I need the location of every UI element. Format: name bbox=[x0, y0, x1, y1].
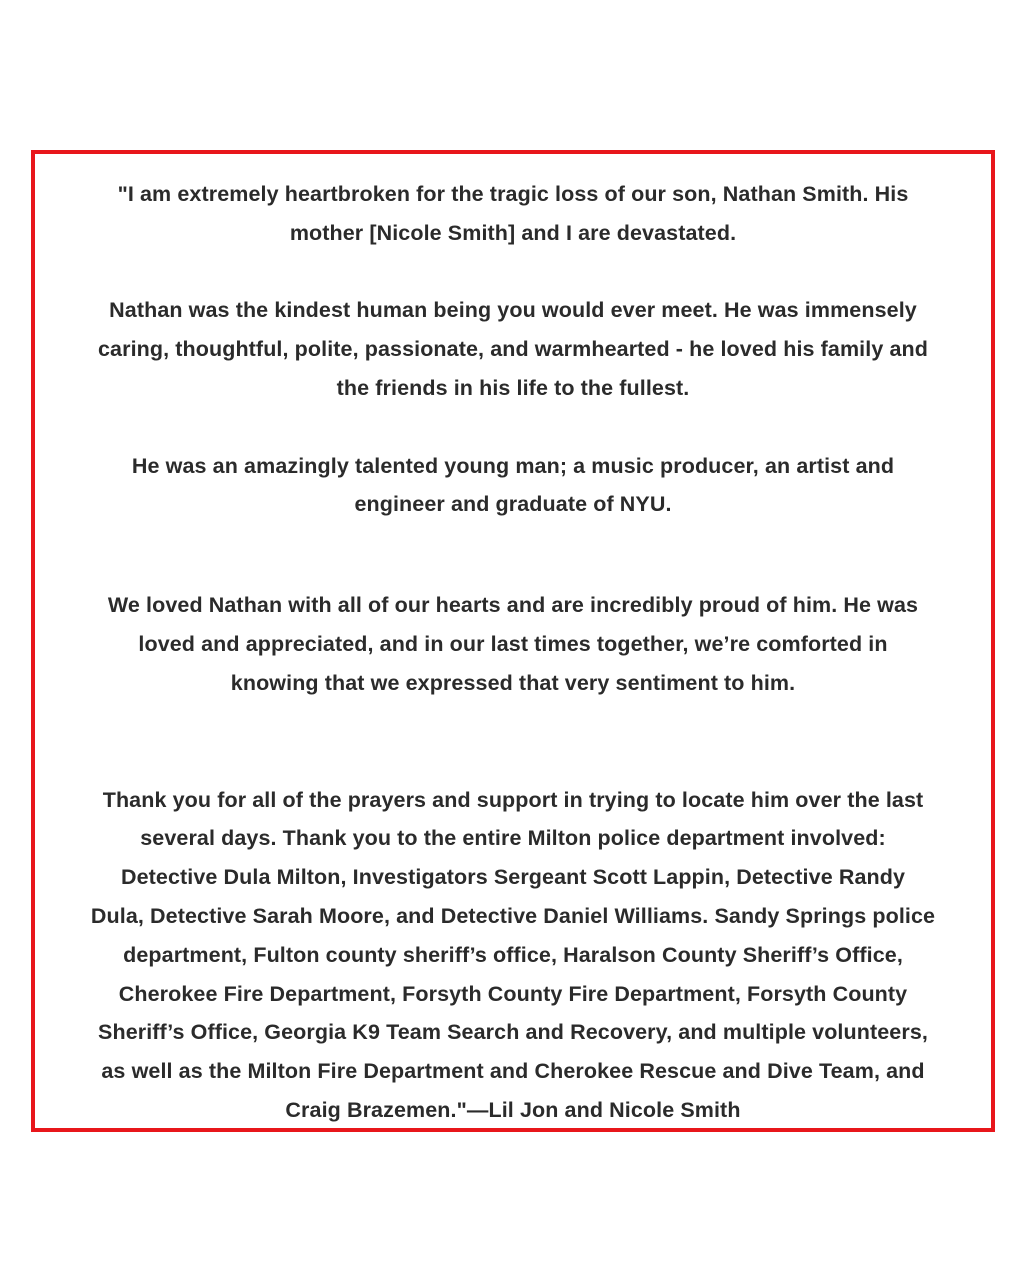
text-line: mother [Nicole Smith] and I are devastated. bbox=[289, 220, 737, 245]
paragraph-heartbroken bbox=[35, 175, 991, 253]
text-line: Dula, Detective Sarah Moore, and Detective Daniel Williams. Sandy Springs police bbox=[90, 903, 936, 928]
text-line: Cherokee Fire Department, Forsyth County Fire Department, Forsyth County bbox=[118, 981, 908, 1006]
text-line: Craig Brazemen."—Lil Jon and Nicole Smith bbox=[285, 1097, 741, 1122]
text-line: department, Fulton county sheriff’s office, Haralson County Sheriff’s Office, bbox=[123, 942, 903, 967]
text-line: We loved Nathan with all of our hearts and are incredibly proud of him. He was bbox=[107, 593, 919, 618]
text-line: knowing that we expressed that very sentiment to him. bbox=[230, 670, 796, 695]
text-line: "I am extremely heartbroken for the tragic loss of our son, Nathan Smith. His bbox=[117, 182, 909, 206]
text-line: Nathan was the kindest human being you would ever meet. He was immensely bbox=[109, 298, 917, 323]
text-line: Sheriff’s Office, Georgia K9 Team Search and Recovery, and multiple volunteers, bbox=[98, 1020, 928, 1045]
statement-frame bbox=[31, 150, 995, 1132]
paragraph-thank-you bbox=[35, 781, 991, 1130]
text-line: engineer and graduate of NYU. bbox=[354, 492, 672, 517]
text-line: caring, thoughtful, polite, passionate, and warmhearted - he loved his family and bbox=[97, 337, 928, 362]
text-line: several days. Thank you to the entire Milton police department involved: bbox=[140, 826, 886, 851]
text-line: the friends in his life to the fullest. bbox=[336, 375, 690, 400]
text-line: Detective Dula Milton, Investigators Sergeant Scott Lappin, Detective Randy bbox=[120, 865, 906, 890]
paragraph-loved bbox=[35, 586, 991, 702]
statement-text bbox=[35, 175, 991, 1130]
text-line: He was an amazingly talented young man; a music producer, an artist and bbox=[131, 453, 895, 478]
paragraph-kindest bbox=[35, 291, 991, 407]
text-line: Thank you for all of the prayers and support in trying to locate him over the last bbox=[102, 787, 924, 812]
text-line: as well as the Milton Fire Department and Cherokee Rescue and Dive Team, and bbox=[101, 1059, 925, 1084]
paragraph-talented bbox=[35, 447, 991, 525]
text-line: loved and appreciated, and in our last times together, we’re comforted in bbox=[138, 631, 888, 656]
